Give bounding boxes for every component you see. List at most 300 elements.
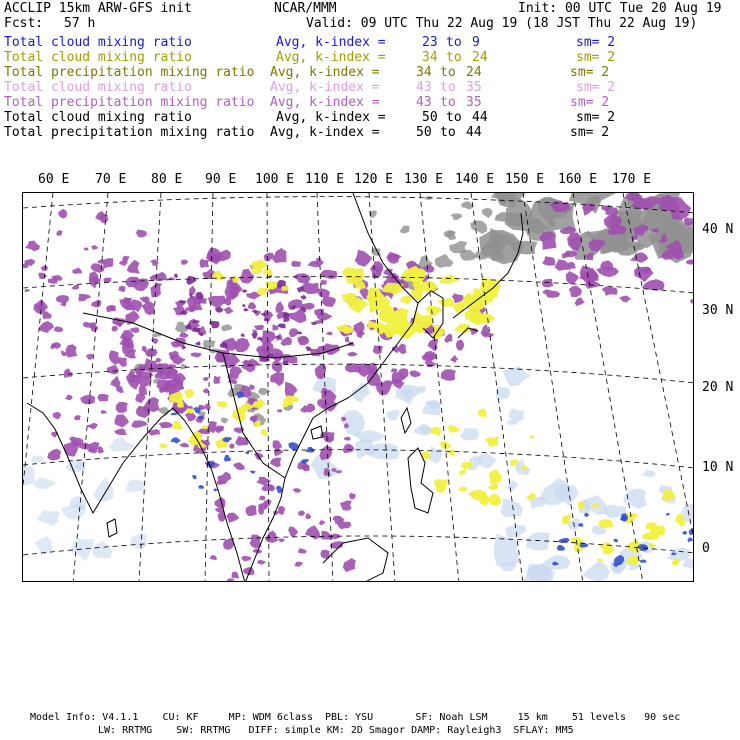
low-level-cloud: [666, 513, 670, 516]
init-time: Init: 00 UTC Tue 20 Aug 19: [518, 1, 722, 16]
low-level-cloud: [198, 485, 204, 489]
coastline: [311, 426, 323, 439]
low-level-cloud: [578, 523, 583, 527]
lon-label: 60 E: [38, 172, 70, 187]
legend-to: to: [440, 125, 456, 140]
precip-area: [213, 376, 220, 384]
precip-area: [277, 409, 282, 412]
precip-area: [91, 263, 105, 273]
legend-smoothing: sm= 2: [570, 125, 610, 140]
low-level-cloud: [250, 471, 256, 474]
precip-area: [409, 370, 421, 377]
longitude-line: [267, 193, 269, 582]
precip-area: [232, 571, 240, 578]
low-level-cloud: [682, 531, 687, 535]
precip-area: [275, 301, 284, 312]
low-cloud-area: [126, 479, 145, 492]
legend-k-from: 50: [416, 125, 432, 140]
precip-core: [241, 333, 245, 336]
precip-area: [575, 297, 585, 306]
low-level-cloud: [689, 528, 694, 535]
precip-core: [300, 295, 306, 300]
low-cloud-area: [109, 437, 135, 451]
precip-area: [355, 250, 373, 267]
low-cloud-area: [93, 541, 113, 559]
precip-area: [272, 324, 278, 330]
low-level-cloud: [584, 513, 589, 518]
precip-core: [186, 276, 196, 285]
mid-cloud-area: [261, 429, 269, 436]
precip-area: [273, 440, 283, 448]
legend-k-to: 35: [466, 95, 482, 110]
precip-area: [542, 279, 554, 288]
precip-area: [50, 344, 56, 349]
high-cloud-area: [180, 363, 188, 369]
low-cloud-area: [130, 533, 147, 549]
coastline: [107, 519, 117, 537]
precip-area: [319, 445, 332, 460]
precip-area: [118, 357, 127, 367]
lon-label: 110 E: [305, 172, 345, 187]
mid-cloud-area: [439, 275, 459, 284]
lon-label: 170 E: [612, 172, 652, 187]
precip-area: [226, 513, 239, 523]
low-cloud-area: [352, 382, 370, 402]
precip-area: [136, 230, 147, 238]
mid-cloud-area: [426, 305, 444, 316]
precip-area: [116, 386, 124, 394]
precip-core: [195, 341, 200, 346]
lat-label: 30 N: [702, 303, 734, 318]
low-level-cloud: [171, 437, 181, 443]
legend-k-to: 24: [472, 50, 488, 65]
low-cloud-area: [508, 480, 518, 491]
mid-cloud-area: [281, 286, 289, 292]
low-cloud-area: [31, 455, 43, 463]
longitude-line: [73, 193, 108, 582]
low-cloud-area: [460, 428, 479, 440]
precip-area: [210, 555, 217, 560]
low-cloud-area: [34, 478, 56, 490]
precip-area: [91, 300, 101, 308]
mid-cloud-area: [458, 487, 467, 492]
precip-area: [200, 259, 209, 269]
precip-area: [227, 578, 234, 582]
precip-area: [118, 286, 126, 292]
lat-label: 40 N: [702, 222, 734, 237]
legend-field-name: Total precipitation mixing ratio: [4, 125, 255, 140]
precip-area: [203, 388, 209, 394]
low-cloud-area: [387, 409, 400, 421]
high-cloud-area: [399, 225, 410, 233]
precip-area: [38, 273, 47, 280]
mid-cloud-area: [488, 484, 498, 490]
precip-area: [302, 282, 318, 294]
mid-cloud-area: [448, 425, 461, 433]
precip-area: [54, 326, 64, 332]
precip-area: [344, 437, 351, 441]
precip-area: [74, 415, 81, 420]
mid-cloud-area: [477, 409, 487, 417]
precip-area: [690, 299, 694, 303]
lon-label: 130 E: [404, 172, 444, 187]
precip-area: [263, 500, 272, 507]
precip-area: [129, 299, 142, 312]
precip-area: [151, 338, 158, 344]
precip-area: [277, 506, 285, 515]
precip-area: [450, 355, 458, 363]
precip-area: [370, 265, 382, 278]
mid-cloud-area: [488, 469, 501, 484]
low-cloud-area: [583, 561, 610, 582]
low-level-cloud: [639, 559, 646, 563]
precip-area: [306, 514, 312, 520]
precip-area: [191, 352, 202, 357]
legend-k-to: 24: [466, 65, 482, 80]
precip-area: [602, 287, 618, 296]
precip-area: [373, 345, 384, 354]
precip-area: [127, 260, 140, 274]
precip-area: [80, 395, 95, 404]
mid-cloud-area: [447, 449, 455, 457]
lon-label: 160 E: [558, 172, 598, 187]
precip-area: [142, 346, 147, 352]
lon-label: 150 E: [505, 172, 545, 187]
precip-area: [270, 372, 284, 386]
precip-area: [84, 247, 89, 250]
mid-cloud-area: [598, 519, 613, 528]
precip-area: [185, 305, 198, 312]
lon-label: 120 E: [354, 172, 394, 187]
mid-cloud-area: [529, 435, 535, 438]
precip-area: [115, 414, 129, 427]
mid-cloud-area: [171, 421, 182, 430]
precip-area: [72, 268, 82, 275]
legend-to: to: [440, 65, 456, 80]
low-level-cloud: [276, 486, 282, 494]
legend-to: to: [446, 50, 462, 65]
precip-area: [250, 416, 258, 422]
legend-k-to: 35: [466, 80, 482, 95]
precip-area: [345, 336, 349, 342]
legend-k-to: 9: [472, 35, 480, 50]
legend-field-name: Total cloud mixing ratio: [4, 50, 192, 65]
low-cloud-area: [93, 477, 114, 501]
low-level-cloud: [224, 455, 231, 462]
low-level-cloud: [301, 459, 309, 464]
precip-area: [114, 428, 127, 435]
precip-area: [116, 402, 128, 413]
precip-area: [320, 280, 326, 285]
precip-area: [97, 259, 105, 264]
precip-area: [112, 317, 127, 327]
legend-avg-label: Avg, k-index =: [276, 35, 386, 50]
mid-cloud-area: [188, 431, 202, 445]
high-cloud-area: [460, 250, 475, 261]
low-cloud-area: [72, 538, 94, 561]
precip-area: [78, 294, 91, 302]
precip-area: [456, 340, 464, 351]
precip-area: [596, 267, 619, 278]
precip-area: [320, 531, 332, 540]
precip-area: [291, 261, 301, 267]
precip-area: [65, 344, 77, 357]
mid-cloud-area: [485, 437, 499, 447]
mid-cloud-area: [342, 267, 365, 284]
low-cloud-area: [509, 408, 525, 422]
legend-k-from: 34: [416, 65, 432, 80]
precip-area: [136, 406, 150, 418]
mid-cloud-area: [602, 542, 614, 554]
low-cloud-area: [642, 470, 656, 478]
precip-area: [130, 327, 139, 333]
lat-label: 20 N: [702, 380, 734, 395]
mid-cloud-area: [489, 494, 501, 506]
precip-area: [619, 296, 631, 303]
low-level-cloud: [687, 537, 692, 542]
precip-area: [218, 472, 232, 484]
precip-area: [71, 285, 79, 290]
precip-area: [278, 539, 285, 543]
low-cloud-area: [35, 536, 53, 554]
precip-core: [252, 310, 258, 313]
mid-cloud-area: [186, 408, 195, 414]
mid-cloud-area: [257, 287, 269, 295]
legend-k-from: 43: [416, 95, 432, 110]
legend-to: to: [440, 80, 456, 95]
coastline: [401, 408, 411, 433]
precip-area: [261, 484, 273, 492]
legend-k-from: 43: [416, 80, 432, 95]
lat-label: 10 N: [702, 460, 734, 475]
precip-area: [270, 458, 281, 468]
precip-area: [142, 301, 155, 315]
precip-area: [155, 358, 161, 363]
map-panel: [22, 192, 694, 582]
mid-cloud-area: [216, 401, 227, 408]
fcst-value: 57 h: [64, 16, 96, 31]
precip-area: [343, 558, 356, 572]
precip-area: [321, 270, 337, 279]
mid-cloud-area: [400, 296, 411, 305]
precip-area: [56, 295, 69, 303]
mid-cloud-area: [459, 470, 467, 475]
precip-area: [272, 248, 286, 263]
precip-area: [97, 394, 108, 402]
mid-cloud-area: [596, 558, 603, 562]
legend-smoothing: sm= 2: [576, 110, 616, 125]
precip-area: [47, 449, 61, 461]
precip-core: [278, 324, 286, 329]
org-label: NCAR/MMM: [274, 1, 337, 16]
precip-area: [340, 500, 352, 510]
precip-area: [326, 332, 333, 336]
precip-area: [566, 271, 579, 284]
precip-area: [150, 259, 159, 266]
legend-avg-label: Avg, k-index =: [270, 125, 380, 140]
precip-area: [265, 531, 278, 543]
precip-area: [306, 404, 315, 413]
precip-area: [203, 377, 209, 381]
precip-area: [298, 510, 305, 516]
precip-core: [244, 308, 249, 311]
legend-field-name: Total precipitation mixing ratio: [4, 65, 255, 80]
precip-area: [87, 423, 98, 430]
low-level-cloud: [171, 413, 178, 416]
legend-k-to: 44: [466, 125, 482, 140]
precip-area: [288, 526, 298, 537]
precip-area: [272, 361, 283, 373]
precip-area: [347, 352, 358, 357]
precip-area: [343, 444, 355, 454]
lon-label: 140 E: [455, 172, 495, 187]
precip-area: [103, 258, 113, 268]
precip-area: [64, 368, 73, 378]
legend-k-from: 34: [422, 50, 438, 65]
precip-area: [257, 560, 266, 565]
legend-smoothing: sm= 2: [576, 50, 616, 65]
precip-area: [686, 259, 694, 264]
low-cloud-area: [61, 504, 86, 520]
high-cloud-area: [470, 221, 487, 234]
lon-label: 100 E: [255, 172, 295, 187]
precip-area: [542, 256, 555, 265]
legend-avg-label: Avg, k-index =: [276, 50, 386, 65]
precip-area: [233, 462, 245, 470]
low-level-cloud: [245, 451, 249, 454]
precip-area: [97, 446, 104, 453]
precip-area: [181, 260, 188, 265]
precip-area: [41, 265, 48, 271]
precip-area: [24, 289, 29, 292]
precip-area: [107, 365, 119, 375]
precip-core: [242, 304, 245, 307]
legend-avg-label: Avg, k-index =: [276, 110, 386, 125]
precip-area: [248, 302, 257, 309]
precip-core: [305, 346, 311, 351]
low-level-cloud: [192, 475, 197, 480]
mid-cloud-area: [159, 443, 168, 448]
high-cloud-area: [451, 213, 463, 220]
low-cloud-area: [23, 465, 35, 488]
high-cloud-area: [258, 388, 270, 395]
fcst-label: Fcst:: [4, 16, 44, 31]
precip-area: [294, 562, 302, 567]
precip-area: [189, 286, 195, 295]
precip-area: [106, 305, 116, 313]
model-info-line1: Model Info: V4.1.1 CU: KF MP: WDM 6class PBL: YSU SF: Noah LSM 15 km 51 levels 90 sec: [30, 712, 681, 723]
precip-core: [215, 307, 223, 313]
precip-area: [349, 493, 356, 499]
legend-avg-label: Avg, k-index =: [270, 95, 380, 110]
low-level-cloud: [557, 545, 565, 551]
low-level-cloud: [194, 407, 201, 414]
precip-area: [441, 369, 456, 381]
high-cloud-area: [221, 324, 232, 332]
high-cloud-area: [435, 254, 454, 268]
precip-area: [428, 339, 439, 352]
valid-time: Valid: 09 UTC Thu 22 Aug 19 (18 JST Thu 22 Aug 19): [306, 16, 698, 31]
legend-avg-label: Avg, k-index =: [270, 80, 380, 95]
high-cloud-area: [203, 340, 216, 349]
precip-area: [542, 289, 561, 298]
precip-area: [180, 443, 189, 448]
precip-core: [174, 274, 178, 279]
mid-cloud-area: [232, 275, 240, 283]
legend-smoothing: sm= 2: [570, 95, 610, 110]
lon-label: 90 E: [205, 172, 237, 187]
legend-k-to: 44: [472, 110, 488, 125]
legend-field-name: Total cloud mixing ratio: [4, 80, 192, 95]
legend-field-name: Total cloud mixing ratio: [4, 35, 192, 50]
mid-cloud-area: [433, 479, 448, 493]
lon-label: 80 E: [151, 172, 183, 187]
precip-area: [223, 307, 233, 314]
precip-area: [83, 322, 97, 328]
precip-area: [58, 209, 67, 219]
legend-field-name: Total precipitation mixing ratio: [4, 95, 255, 110]
legend-k-from: 50: [422, 110, 438, 125]
model-title: ACCLIP 15km ARW-GFS init: [4, 1, 192, 16]
precip-area: [159, 422, 174, 428]
legend-smoothing: sm= 2: [576, 35, 616, 50]
precip-area: [56, 230, 62, 236]
precip-area: [91, 245, 98, 250]
low-cloud-area: [501, 499, 523, 518]
precip-area: [131, 420, 148, 428]
map-canvas: [23, 193, 694, 582]
precip-area: [215, 497, 226, 509]
precip-core: [182, 345, 187, 349]
precip-area: [205, 404, 211, 411]
precip-area: [25, 241, 40, 252]
precip-core: [283, 312, 289, 322]
legend-k-from: 23: [422, 35, 438, 50]
precip-core: [251, 332, 257, 339]
high-cloud-area: [482, 208, 493, 218]
precip-area: [444, 333, 452, 343]
mid-cloud-area: [430, 427, 441, 436]
low-cloud-area: [494, 534, 520, 566]
precip-core: [242, 290, 248, 293]
precip-area: [241, 556, 251, 562]
precip-area: [53, 412, 62, 420]
precip-area: [319, 520, 326, 525]
mid-cloud-area: [649, 543, 655, 548]
precip-area: [235, 436, 249, 446]
precip-area: [281, 337, 292, 346]
precip-area: [101, 410, 107, 414]
mid-cloud-area: [437, 298, 455, 307]
low-cloud-area: [413, 424, 433, 436]
precip-area: [393, 379, 398, 383]
low-level-cloud: [613, 539, 618, 543]
precip-area: [112, 326, 118, 332]
legend-avg-label: Avg, k-index =: [270, 65, 380, 80]
precip-area: [264, 253, 274, 262]
precip-area: [246, 505, 257, 516]
lat-label: 0: [702, 541, 710, 556]
precip-area: [38, 321, 54, 333]
high-cloud-area: [221, 417, 229, 423]
mid-cloud-area: [184, 389, 195, 399]
precip-area: [179, 332, 188, 338]
precip-area: [65, 395, 73, 401]
legend-smoothing: sm= 2: [576, 80, 616, 95]
high-cloud-area: [447, 231, 456, 240]
legend-to: to: [440, 95, 456, 110]
precip-area: [569, 286, 582, 298]
